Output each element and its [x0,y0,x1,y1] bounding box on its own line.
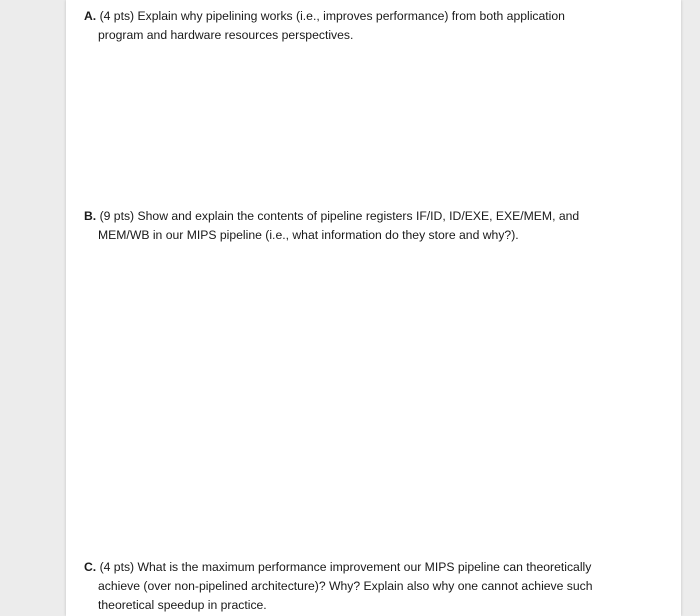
question-a-text-1: (4 pts) Explain why pipelining works (i.e., improves performance) from both application [99,9,565,23]
question-c-text-1: (4 pts) What is the maximum performance improvement our MIPS pipeline can theoretically [99,560,592,574]
question-c [84,558,612,615]
question-b-line-1 [84,207,612,226]
question-c-letter: C. [84,560,97,574]
question-c-text-2: achieve (over non-pipelined architecture)? Why? Explain also why one cannot achieve such [98,579,593,593]
question-a-letter: A. [84,9,97,23]
question-b-text-1: (9 pts) Show and explain the contents of pipeline registers IF/ID, ID/EXE, EXE/MEM, and [99,209,580,223]
question-a [84,7,612,45]
question-c-text-3: theoretical speedup in practice. [98,598,267,612]
question-c-line-1 [84,558,612,577]
question-b-text-2: MEM/WB in our MIPS pipeline (i.e., what information do they store and why?). [98,228,519,242]
question-a-line-1 [84,7,612,26]
question-a-text-2: program and hardware resources perspectives. [98,28,354,42]
document-page [66,0,681,616]
question-b-letter: B. [84,209,97,223]
question-b [84,207,612,245]
